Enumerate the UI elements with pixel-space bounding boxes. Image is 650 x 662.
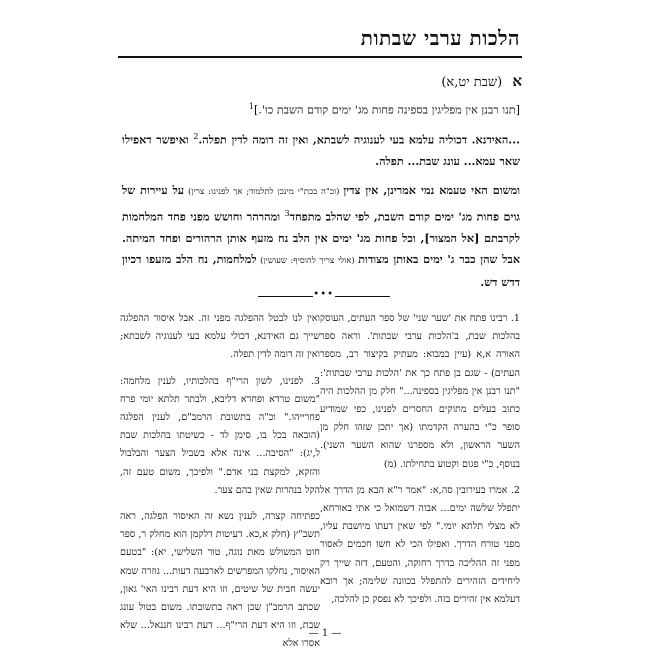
section-source: (שבת יט,א) bbox=[441, 75, 503, 90]
paragraph-3-lead: ומשום האי טעמא נמי אמרינן, אין צדין bbox=[343, 183, 520, 197]
paragraph-1-text: [תנו רבנן אין מפליגין בספינה פחות מג' ימים קודם השבת כו'.] bbox=[253, 103, 520, 117]
paragraph-3-end: למלחמות, נח הלב מזעפו דכיון דדש דש. bbox=[122, 251, 520, 289]
divider-line-left bbox=[258, 296, 313, 297]
footnote-1: 1. רבינו פתח את 'שער שני' של ספר העתים, העוסק בהלכות שבת, ב'הלכות ערבי שבתות'. וראה ספר האורה א,א (עיין במבוא: מעתיק בקיצור רב, מספר העתים) - שגם בן פתח כך את 'הלכות ערבי שבתות': "תנו רבנן אין מפליגין בספינה..." חלק מן ההלכות היה כתוב בעלים מתוקים החסרים לפנינו, כפי שמודיע סופר כ"י בהערה הקדמתו (אך יתכן שזהו חלק מן השער הראשון, ולא מספרנו שהוא השער השני). בנוסף, כ"י פגום וקטוע בתחילתו. (מ) bbox=[320, 313, 520, 470]
paragraph-2-text: ...האידנא. דכוליה עלמא בעי לענוגיה לשבתא, ואין זה דומה לדין תפלה. bbox=[198, 132, 520, 147]
section-letter: א bbox=[512, 72, 522, 90]
footnotes-right-column bbox=[320, 310, 520, 617]
main-paragraph-1 bbox=[122, 96, 520, 121]
footnote-3: 3. לפנינו, לשון הרי"ף בהלכותיו, לענין מלחמה: "משום טרדא ופחרא דליבא, ולבתר תלתא יומי פרח פחרייהו." וכ"ה בתשובת הרמב"ם, לענין הפלגה (הובאה בכל בו, סימן לד - כשיטתו בהלכות שבת ל,יג): "הסיבה... אינה אלא בשביל הצער והבלבול והזקא, למקצת בני אדם." ולפיכך, משום טעם זה, הקל בנהרות שאין בהם צער. bbox=[120, 375, 320, 496]
footnote-marker-2: 2 bbox=[193, 132, 199, 141]
section-divider bbox=[258, 289, 390, 302]
footnote-marker-1: 1 bbox=[248, 102, 254, 111]
footnote-2-continuation: ואין לנו לבטל ההפלגה מפני זה. אבל איסור ההפלגה שייך גם האידנא, דכולי עלמא בעי לענוגיה לשבתא; ואין זה דומה לדין תפלה. bbox=[120, 313, 320, 361]
paragraph-3-body-2: ומהרהר וחושש מפני פחד המלחמות לקרבתם [אל המצור], וכל פחות מג' ימים אין הלב נח מזעף אותן הרהורים ופחד המיתה. אבל שהן כבר ג' ימים באותן מצודות bbox=[122, 209, 520, 266]
divider-dots: ••• bbox=[313, 289, 334, 300]
paragraph-3-gloss-1: (וכ"ה בכת"י מינכן לתלמוד; אך לפנינו: צרין) bbox=[184, 187, 344, 197]
footnote-3-continuation: כפתיחה קצרה, לענין נשא זה האיסור הפלגה, ראה תשב"ץ (חלק א,כא. דעיטות דלקמן הוא מחלק ר, ספר חוט המשולש מאת נוגה, טור השלישי, יא): "בטעם האיסור, נחלקו המפרשים לארבעה דעות... גוזרה שמא יעשה חבית של שיטים, וזו היא דעת רבינו האי' גאון, שכתב הרמב"ן שכן ראה בתשובתו. משום בטול עונג שבת, וזו היא דעת הרי"ף... דעת רבינו חננאל... שלא אסרו אלא bbox=[120, 511, 320, 650]
paragraph-3-body: על עיירות של גוים פחות מג' ימים קודם השבת, לפי שהלב מתפחד bbox=[122, 183, 520, 224]
section-heading bbox=[441, 72, 522, 91]
header-rule bbox=[118, 56, 522, 58]
paragraph-3-gloss-2: (אולי צריך להוסיף: שעושין) bbox=[256, 255, 359, 266]
page-number: — 1 — bbox=[308, 628, 342, 639]
footnotes-left-column bbox=[120, 310, 320, 662]
main-paragraph-2 bbox=[122, 126, 520, 172]
footnote-marker-3: 3 bbox=[284, 209, 290, 218]
divider-line-right bbox=[335, 296, 390, 297]
paragraph-2-continuation: ואיפשר דאפילו שאר עמא... עונג שבת... תפלה. bbox=[122, 132, 520, 168]
page-title: הלכות ערבי שבתות bbox=[360, 26, 520, 50]
footnote-2: 2. אמרו בעירובין סה,א: "אמר ר"א הבא מן הדרך אל יתפלל שלשה ימים... אבוה דשמואל כי אתי באורחא, לא מצלי תלתא יומי." לפי שאין דעתו מיושבת עליו, מפני טורח הדרך. ואפילו הכי לא חשו חכמים לאסור מפני זה ההליכה בדרך רחוקה, והטעם, דזה שייך רק ליחידים הזהירים להתפלל בכוונה שלימה; אך רובא דעלמא אין זהירים בזה. ולפיכך לא נפסק כן להלכה, bbox=[320, 484, 520, 606]
main-paragraph-3 bbox=[122, 180, 520, 293]
